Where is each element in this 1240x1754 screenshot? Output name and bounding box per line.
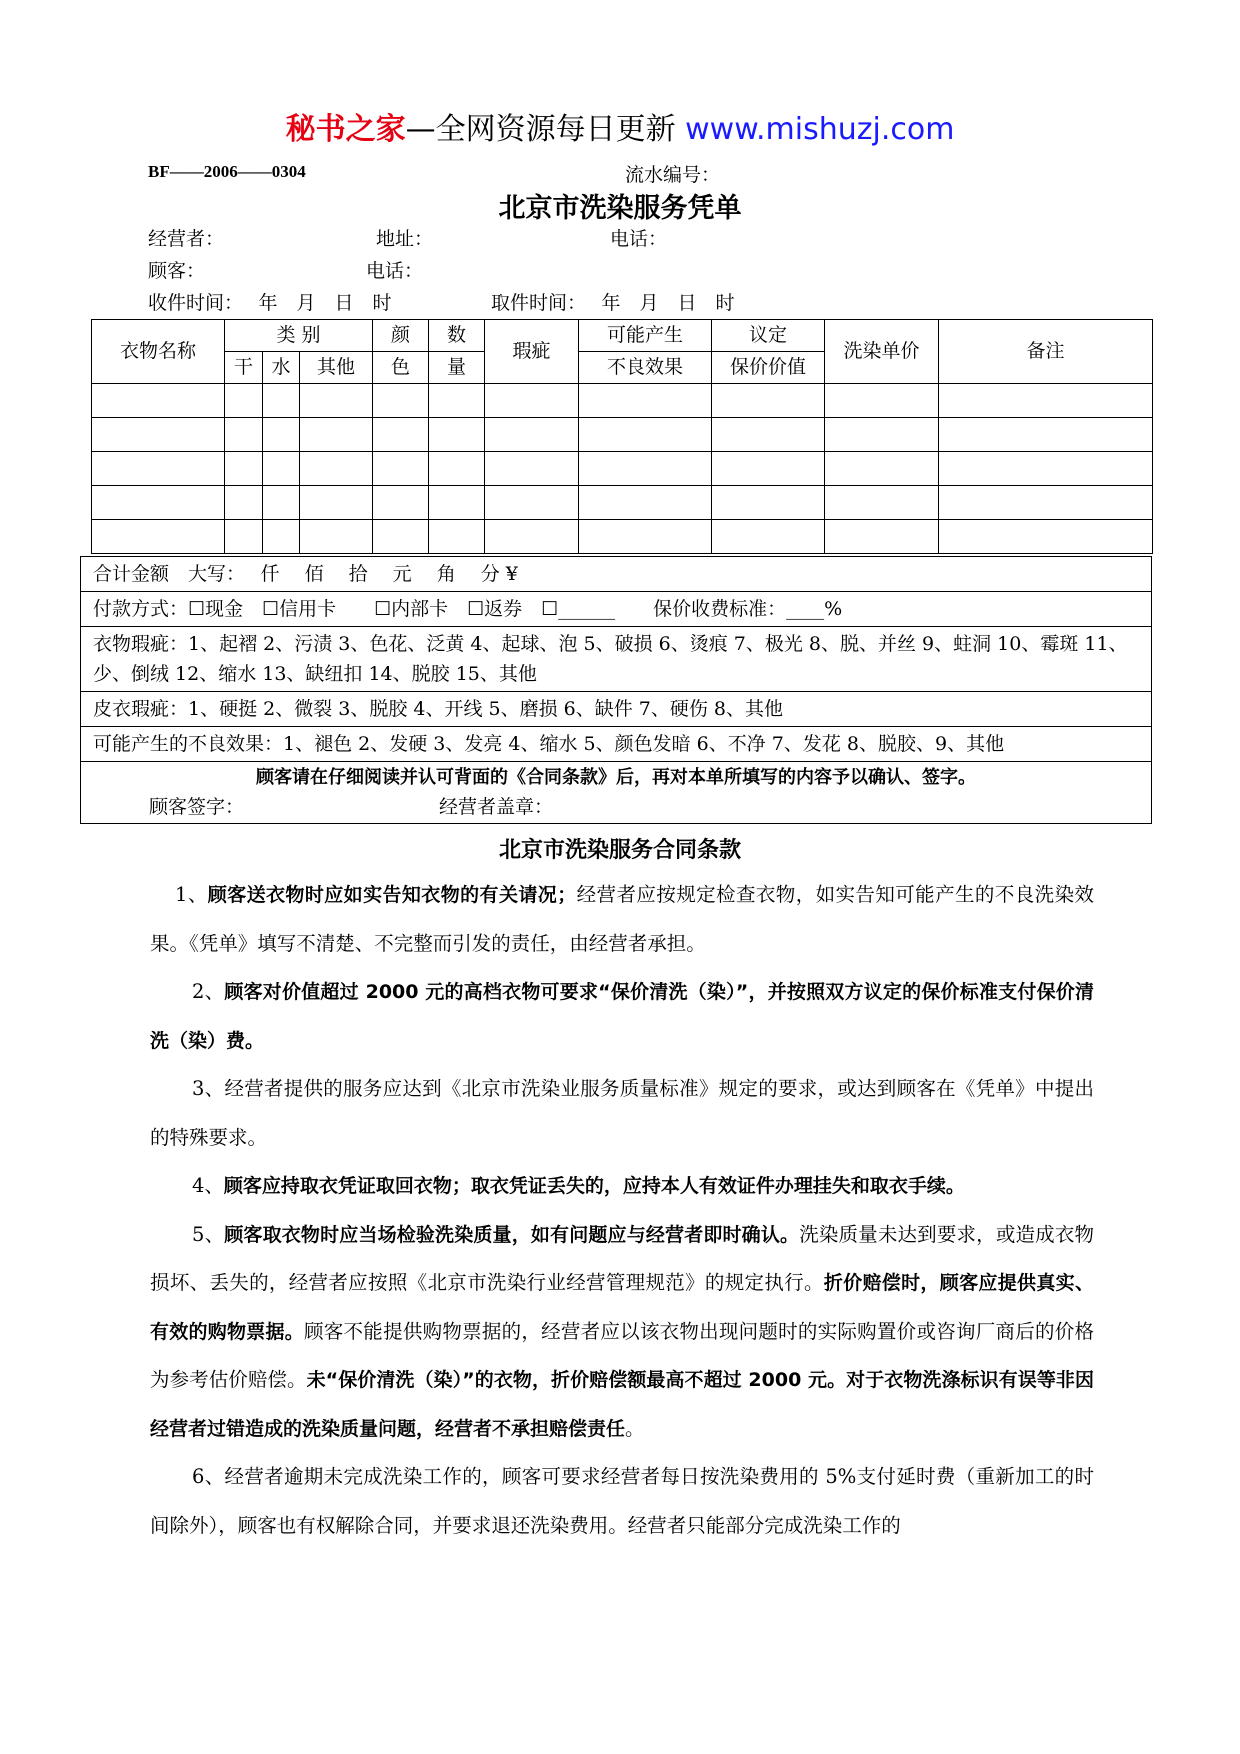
table-cell[interactable]: [429, 486, 485, 520]
serial-number-label: 流水编号：: [625, 164, 721, 186]
table-row: [92, 418, 1153, 452]
total-amount-row: 合计金额 大写： 仟 佰 拾 元 角 分 ¥: [81, 556, 1151, 591]
clause-1-number: 1、: [175, 883, 208, 906]
table-cell[interactable]: [300, 486, 373, 520]
table-cell[interactable]: [825, 486, 939, 520]
banner-url[interactable]: www.mishuzj.com: [685, 112, 955, 147]
contract-clauses: [150, 871, 1094, 1550]
table-cell[interactable]: [373, 418, 429, 452]
operator-seal-label: 经营者盖章：: [439, 796, 554, 818]
table-cell[interactable]: [485, 418, 579, 452]
clause-5-bold-2: 折价赔偿时，顾客应提供真实、有效的购物票据。: [150, 1272, 1094, 1343]
col-header-note: 备注: [939, 320, 1153, 384]
clause-5: [150, 1211, 1094, 1454]
customer-phone-label: 电话：: [366, 260, 424, 282]
clause-4-bold: 顾客应持取衣凭证取回衣物；取衣凭证丢失的，应持本人有效证件办理挂失和取衣手续。: [223, 1175, 965, 1197]
table-cell[interactable]: [429, 384, 485, 418]
table-cell[interactable]: [579, 486, 712, 520]
items-table: [91, 319, 1153, 554]
table-row: [92, 520, 1153, 554]
table-cell[interactable]: [92, 520, 225, 554]
col-header-water: 水: [263, 352, 300, 384]
confirmation-notice: 顾客请在仔细阅读并认可背面的《合同条款》后，再对本单所填写的内容予以确认、签字。: [81, 761, 1151, 793]
form-title: 北京市洗染服务凭单: [498, 193, 742, 224]
table-cell[interactable]: [939, 452, 1153, 486]
table-cell[interactable]: [373, 384, 429, 418]
table-cell[interactable]: [263, 520, 300, 554]
col-header-category: 类 别: [225, 320, 373, 352]
leather-flaws-row: 皮衣瑕疵：1、硬挺 2、微裂 3、脱胶 4、开线 5、磨损 6、缺件 7、硬伤 8、其他: [81, 691, 1151, 726]
table-cell[interactable]: [373, 520, 429, 554]
banner-tagline: —全网资源每日更新: [405, 112, 686, 147]
table-row: [92, 486, 1153, 520]
table-cell[interactable]: [225, 452, 263, 486]
table-cell[interactable]: [579, 418, 712, 452]
table-cell[interactable]: [485, 520, 579, 554]
table-cell[interactable]: [92, 452, 225, 486]
clause-6: 6、经营者逾期未完成洗染工作的，顾客可要求经营者每日按洗染费用的 5%支付延时费（重新加工的时间除外），顾客也有权解除合同，并要求退还洗染费用。经营者只能部分完成洗染工作的: [150, 1465, 1094, 1537]
table-cell[interactable]: [300, 418, 373, 452]
site-banner: [0, 104, 1240, 148]
clause-5-text-1: 洗染质量未达到要求，或造成衣物损坏、丢失的，经营者应按照《北京市洗染行业经营管理规范》的规定执行。: [150, 1222, 1094, 1294]
table-row: [92, 452, 1153, 486]
table-cell[interactable]: [712, 520, 825, 554]
clause-5-text-2: 顾客不能提供购物票据的，经营者应以该衣物出现问题时的实际购置价或咨询厂商后的价格为参考估价赔偿。: [150, 1319, 1094, 1391]
table-cell[interactable]: [825, 384, 939, 418]
table-cell[interactable]: [429, 520, 485, 554]
col-header-flaw: 瑕疵: [485, 320, 579, 384]
table-cell[interactable]: [825, 520, 939, 554]
table-cell[interactable]: [579, 384, 712, 418]
table-cell[interactable]: [712, 486, 825, 520]
address-label: 地址：: [376, 228, 434, 250]
clause-1-text: 经营者应按规定检查衣物，如实告知可能产生的不良洗染效果。《凭单》填写不清楚、不完整而引发的责任，由经营者承担。: [150, 883, 1094, 955]
table-cell[interactable]: [939, 418, 1153, 452]
table-cell[interactable]: [225, 486, 263, 520]
col-header-effect: 可能产生: [579, 320, 712, 352]
table-cell[interactable]: [485, 486, 579, 520]
col-header-other: 其他: [300, 352, 373, 384]
receive-time-label: 收件时间： 年 月 日 时: [148, 292, 392, 314]
table-cell[interactable]: [225, 384, 263, 418]
payment-method-row: 付款方式：☐现金 ☐信用卡 ☐内部卡 ☐返券 ☐______ 保价收费标准：____%: [81, 591, 1151, 626]
col-header-quantity-2: 量: [429, 352, 485, 384]
col-header-unit-price: 洗染单价: [825, 320, 939, 384]
table-cell[interactable]: [300, 384, 373, 418]
table-cell[interactable]: [712, 452, 825, 486]
clause-5-number: 5、: [192, 1222, 225, 1246]
clause-2: [150, 968, 1094, 1065]
clause-3: 3、经营者提供的服务应达到《北京市洗染业服务质量标准》规定的要求，或达到顾客在《凭单》中提出的特殊要求。: [150, 1077, 1094, 1149]
clause-5-bold-3: 未“保价清洗（染）”的衣物，折价赔偿额最高不超过 2000 元。对于衣物洗涤标识有误等非因经营者过错造成的洗染质量问题，经营者不承担赔偿责任: [150, 1369, 1094, 1440]
table-cell[interactable]: [579, 452, 712, 486]
table-cell[interactable]: [92, 486, 225, 520]
customer-signature-label: 顾客签字：: [149, 796, 245, 818]
clause-4-number: 4、: [192, 1174, 224, 1197]
table-cell[interactable]: [712, 384, 825, 418]
col-header-value-2: 保价价值: [712, 352, 825, 384]
table-cell[interactable]: [92, 418, 225, 452]
table-cell[interactable]: [712, 418, 825, 452]
table-cell[interactable]: [263, 384, 300, 418]
col-header-value: 议定: [712, 320, 825, 352]
table-cell[interactable]: [485, 452, 579, 486]
table-cell[interactable]: [373, 486, 429, 520]
col-header-effect-2: 不良效果: [579, 352, 712, 384]
cloth-flaws-row: 衣物瑕疵：1、起褶 2、污渍 3、色花、泛黄 4、起球、泡 5、破损 6、烫痕 7、极光 8、脱、并丝 9、蛀洞 10、霉斑 11、少、倒绒 12、缩水 13、缺纽扣 14、脱胶 15、其他: [81, 626, 1151, 691]
table-cell[interactable]: [92, 384, 225, 418]
clause-2-number: 2、: [192, 980, 225, 1003]
table-cell[interactable]: [300, 520, 373, 554]
col-header-color-2: 色: [373, 352, 429, 384]
col-header-dry: 干: [225, 352, 263, 384]
table-cell[interactable]: [373, 452, 429, 486]
clause-5-bold-1: 顾客取衣物时应当场检验洗染质量，如有问题应与经营者即时确认。: [224, 1223, 800, 1246]
col-header-color: 颜: [373, 320, 429, 352]
table-cell[interactable]: [429, 452, 485, 486]
banner-brand: 秘书之家: [285, 112, 406, 147]
table-cell[interactable]: [939, 384, 1153, 418]
bad-effects-row: 可能产生的不良效果：1、褪色 2、发硬 3、发亮 4、缩水 5、颜色发暗 6、不净 7、发花 8、脱胶、9、其他: [81, 726, 1151, 761]
table-cell[interactable]: [225, 520, 263, 554]
signature-row: [81, 793, 1151, 823]
phone-label: 电话：: [610, 228, 668, 250]
clause-4: [150, 1162, 1094, 1211]
clause-5-end: 。: [625, 1416, 645, 1440]
customer-label: 顾客：: [148, 260, 206, 282]
table-cell[interactable]: [579, 520, 712, 554]
clause-2-bold: 顾客对价值超过 2000 元的高档衣物可要求“保价清洗（染）”，并按照双方议定的保价标准支付保价清洗（染）费。: [150, 981, 1094, 1052]
table-cell[interactable]: [825, 452, 939, 486]
pickup-time-label: 取件时间： 年 月 日 时: [491, 292, 735, 314]
table-cell[interactable]: [263, 452, 300, 486]
clause-1: [150, 871, 1094, 968]
table-cell[interactable]: [263, 418, 300, 452]
table-cell[interactable]: [825, 418, 939, 452]
table-cell[interactable]: [300, 452, 373, 486]
operator-label: 经营者：: [148, 228, 225, 250]
table-cell[interactable]: [263, 486, 300, 520]
clause-1-bold: 顾客送衣物时应如实告知衣物的有关请况；: [207, 884, 577, 906]
table-cell[interactable]: [939, 520, 1153, 554]
col-header-quantity: 数: [429, 320, 485, 352]
table-row: [92, 384, 1153, 418]
col-header-item-name: 衣物名称: [92, 320, 225, 384]
table-cell[interactable]: [429, 418, 485, 452]
table-cell[interactable]: [939, 486, 1153, 520]
form-lower-section: [80, 556, 1152, 824]
contract-title: 北京市洗染服务合同条款: [498, 838, 741, 863]
table-cell[interactable]: [485, 384, 579, 418]
table-header-row: [92, 320, 1153, 352]
table-cell[interactable]: [225, 418, 263, 452]
form-code: BF——2006——0304: [148, 162, 306, 181]
